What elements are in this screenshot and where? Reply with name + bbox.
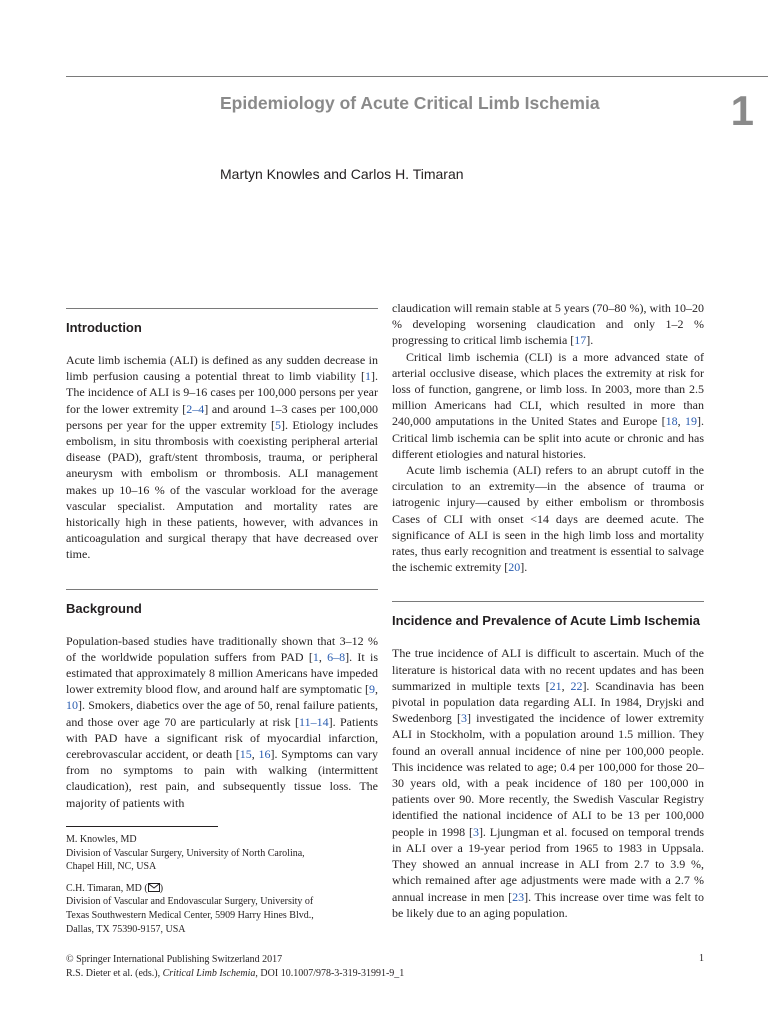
citation-doi: , DOI 10.1007/978-3-319-31991-9_1 — [255, 968, 405, 979]
author2-affil-line: Texas Southwestern Medical Center, 5909 Harry Hines Blvd., — [66, 909, 314, 921]
author2-name-line — [66, 882, 378, 896]
right-column — [392, 300, 704, 921]
section-rule — [66, 308, 378, 309]
citation-book-title: Critical Limb Ischemia — [162, 968, 256, 979]
left-column — [66, 300, 378, 811]
author2-affil-line: Dallas, TX 75390-9157, USA — [66, 923, 186, 935]
chapter-authors: Martyn Knowles and Carlos H. Timaran — [220, 166, 464, 182]
copyright-line: © Springer International Publishing Switzerland 2017 — [66, 954, 283, 965]
chapter-number: 1 — [730, 87, 754, 134]
author-footnote — [66, 826, 378, 944]
section-rule — [392, 601, 704, 602]
claudication-paragraph: claudication will remain stable at 5 years (70–80 %), with 10–20 % developing worsening claudication and only 1–2 % progressing to critical limb ischemia [17]. — [392, 301, 704, 348]
background-paragraph: Population-based studies have traditionally shown that 3–12 % of the worldwide population suffers from PAD [1, 6–8]. It is estimated that approximately 8 million Americans have impeded lower extremity blood flow, and around half are symptomatic [9, 10]. Smokers, diabetics over the age of 50, renal failure patients, and those over age 70 are particularly at risk [11–14]. Patients with PAD have a significant risk of myocardial infarction, cerebrovascular accident, or death [15, 16]. Symptoms can vary from no symptoms to pain with walking (intermittent claudication), rest pain, and subsequently tissue loss. The majority of patients with — [66, 633, 379, 810]
author2-name-close: ) — [159, 882, 164, 894]
cli-paragraph: Critical limb ischemia (CLI) is a more advanced state of arterial occlusive disease, which places the extremity at risk for loss of function, gangrene, or limb loss. In 2003, more than 2.5 million Americans had CLI, which resulted in more than 240,000 amputations in the United States and Europe [18, 19]. Critical limb ischemia can be split into acute or chronic and has different etiologies and natural histories. — [392, 349, 705, 461]
envelope-icon[interactable] — [148, 883, 160, 892]
introduction-heading: Introduction — [66, 320, 142, 335]
citation-line — [66, 967, 706, 981]
author2-affiliation — [66, 882, 378, 936]
section-rule — [66, 589, 378, 590]
author2-affil-line: Division of Vascular and Endovascular Surgery, University of — [66, 896, 314, 908]
incidence-heading: Incidence and Prevalence of Acute Limb Ischemia — [392, 613, 701, 629]
page-number: 1 — [699, 953, 704, 964]
author1-affil-line: Division of Vascular Surgery, University of North Carolina, — [66, 847, 305, 859]
footnote-rule — [66, 826, 218, 827]
top-rule — [66, 76, 768, 77]
citation-prefix: R.S. Dieter et al. (eds.), — [66, 968, 163, 979]
author1-affiliation — [66, 833, 378, 874]
author1-name: M. Knowles, MD — [66, 834, 137, 845]
chapter-title: Epidemiology of Acute Critical Limb Ischemia — [220, 93, 600, 113]
author1-affil-line: Chapel Hill, NC, USA — [66, 861, 157, 873]
ali-paragraph: Acute limb ischemia (ALI) refers to an abrupt cutoff in the circulation to an extremity—in the absence of trauma or iatrogenic injury—caused by either embolism or thrombosis Cases of CLI with onset <14 days are deemed acute. The significance of ALI is seen in the high limb loss and mortality rates, thus early recognition and treatment is essential to salvage the ischemic extremity [20]. — [392, 463, 704, 575]
author2-name: C.H. Timaran, MD ( — [66, 882, 148, 894]
introduction-paragraph: Acute limb ischemia (ALI) is defined as any sudden decrease in limb perfusion causing a potential threat to limb viability [1]. The incidence of ALI is 9–16 cases per 100,000 persons per year for the lower extremity [2–4] and around 1–3 cases per 100,000 persons per year for the upper extremity [5]. Etiology includes embolism, in situ thrombosis with coexisting peripheral arterial disease (PAD), graft/stent thrombosis, trauma, or peripheral aneurysm with embolism or thrombosis. ALI management makes up 10–16 % of the vascular workload for the average vascular specialist. Amputation and mortality rates are historically high in these patients, however, with advances in anticoagulation and surgical therapy that have decreased over time. — [66, 353, 378, 562]
page-footer — [66, 953, 706, 981]
incidence-paragraph: The true incidence of ALI is difficult to ascertain. Much of the literature is historical data with no recent updates and has been summarized in multiple texts [21, 22]. Scandinavia has been pivotal in population data regarding ALI. In 1984, Dryjski and Swedenborg [3] investigated the incidence of lower extremity ALI in Stockholm, with a population around 1.5 million. They found an overall annual incidence of nine per 100,000 people. This incidence was related to age; 0.4 per 100,000 for those 20–30 years old, with a peak incidence of 180 per 100,000 in patients over 90. More recently, the Swedish Vascular Registry identified the national incidence of ALI to be 13 per 100,000 people in 1998 [3]. Ljungman et al. focused on temporal trends in ALI over a 19-year period from 1965 to 1983 in Uppsala. They showed an annual increase in ALI from 2.7 to 3.9 %, which remained after age adjustments were made with a 2.7 % annual increase in men [23]. This increase over time was felt to be likely due to an aging population. — [392, 646, 705, 920]
background-heading: Background — [66, 600, 142, 616]
